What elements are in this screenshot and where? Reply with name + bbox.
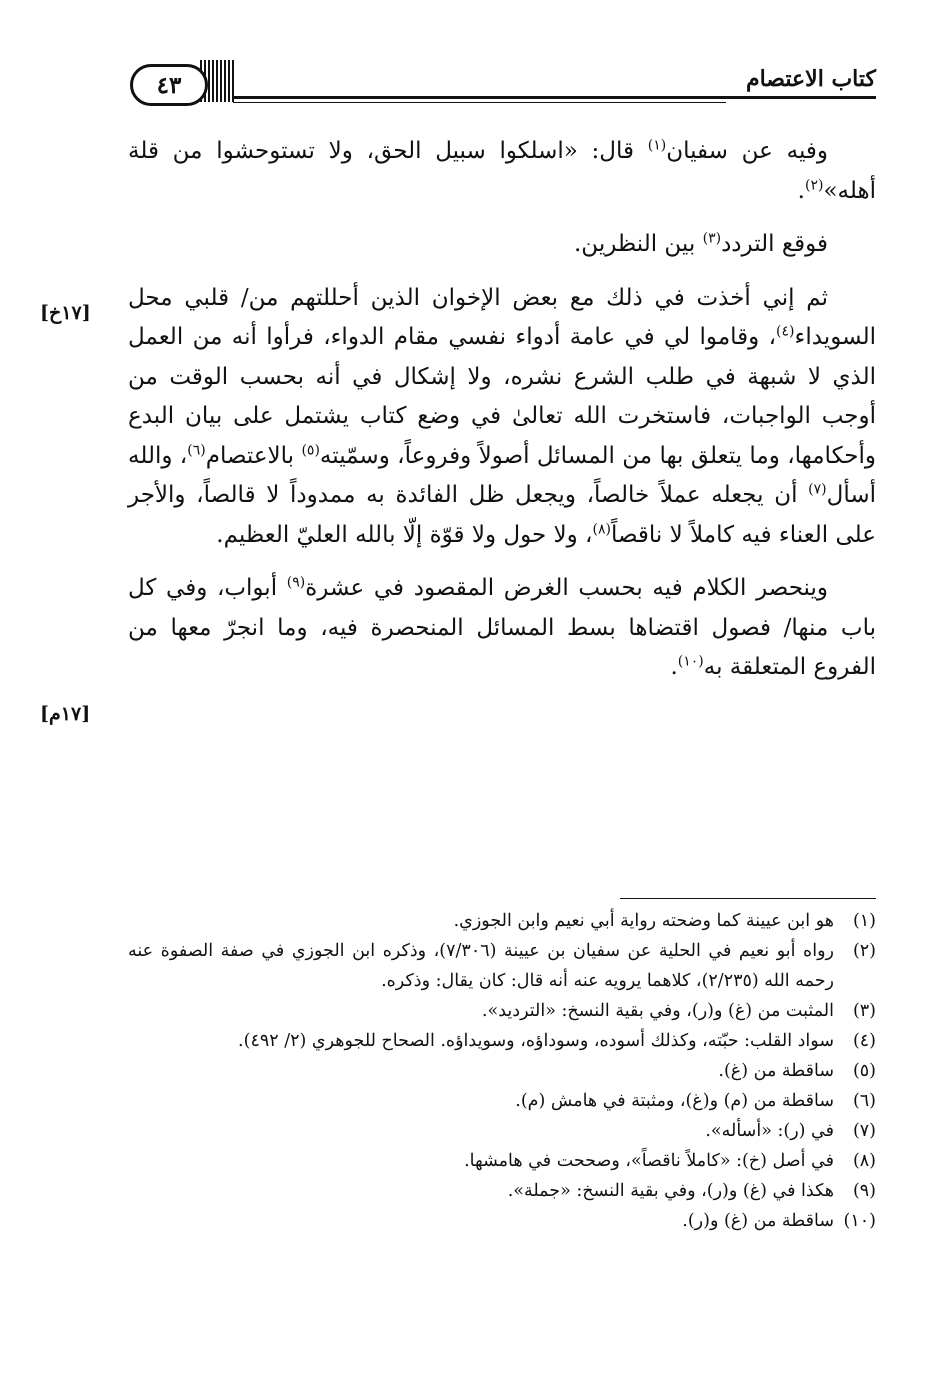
- footnote-text: في أصل (خ): «كاملاً ناقصاً»، وصححت في هامشها.: [464, 1151, 834, 1171]
- text-run: فوقع التردد: [721, 231, 828, 257]
- footnote-item: [128, 1176, 876, 1206]
- footnote-number: (٤): [852, 1031, 876, 1051]
- footnote-text: ساقطة من (م) و(غ)، ومثبتة في هامش (م).: [515, 1091, 834, 1111]
- text-run: أن يجعله عملاً خالصاً، ويجعل ظل الفائدة به ممدوداً لا قالصاً، والأجر على العناء فيه كاملاً لا ناقصاً: [128, 482, 876, 548]
- footnote-number: (٧): [852, 1121, 876, 1141]
- footnote-item: [128, 906, 876, 936]
- margin-note-manuscript-m: [١٧م]: [40, 703, 91, 725]
- footnote-text: هكذا في (غ) و(ر)، وفي بقية النسخ: «جملة».: [507, 1181, 834, 1201]
- footnote-item: [128, 1206, 876, 1236]
- footnote-item: [128, 1146, 876, 1176]
- footnote-number: (٣): [852, 1001, 876, 1021]
- footnote-text: ساقطة من (غ) و(ر).: [682, 1211, 834, 1231]
- text-run: وفيه عن سفيان: [666, 138, 828, 164]
- footnote-item: [128, 1116, 876, 1146]
- footnote-number: (٨): [852, 1151, 876, 1171]
- footnote-item: [128, 996, 876, 1026]
- footnote-number: (٥): [852, 1061, 876, 1081]
- footnote-ref[interactable]: (٨): [592, 520, 611, 537]
- text-run: قال: «اسلكوا سبيل الحق، ولا تستوحشوا من قلة أهله»: [128, 138, 876, 204]
- footnote-ref[interactable]: (٣): [702, 230, 722, 247]
- page-header: [128, 58, 876, 108]
- header-rule: [233, 96, 876, 99]
- footnote-ref[interactable]: (٢): [804, 176, 824, 193]
- footnote-text: المثبت من (غ) و(ر)، وفي بقية النسخ: «الترديد».: [481, 1001, 834, 1021]
- paragraph-3: [128, 279, 876, 556]
- footnote-item: [128, 1026, 876, 1056]
- footnote-item: [128, 936, 876, 996]
- main-text: [128, 132, 876, 688]
- text-run: .: [670, 654, 678, 680]
- footnote-text: سواد القلب: حبّته، وكذلك أسوده، وسوداؤه، وسويداؤه. الصحاح للجوهري (٢/ ٤٩٢).: [238, 1031, 834, 1051]
- paragraph-2: [128, 225, 876, 265]
- footnote-number: (١): [852, 911, 876, 931]
- text-run: بين النظرين.: [574, 231, 703, 257]
- text-run: .: [797, 177, 805, 204]
- text-run: ، والله أسأل: [128, 442, 876, 508]
- text-run: بالاعتصام: [205, 442, 302, 469]
- footnote-number: (٦): [852, 1091, 876, 1111]
- footnote-ref[interactable]: (٥): [301, 441, 320, 458]
- running-title: كتاب الاعتصام: [738, 66, 876, 92]
- footnote-number: (٢): [852, 941, 876, 961]
- footnotes: [128, 906, 876, 1236]
- margin-note-manuscript-kh: [١٧خ]: [40, 302, 91, 324]
- footnote-item: [128, 1086, 876, 1116]
- paragraph-1: [128, 132, 876, 211]
- footnote-ref[interactable]: (٧): [808, 481, 827, 498]
- text-run: ، وقاموا لي في عامة أدواء نفسي مقام الدواء، فرأوا أنه من العمل الذي لا شبهة في طلب الشرع نشره، ولا إشكال في أنه بحسب الوقت من أوجب الواجبات، فاستخرت الله تعالىٰ في وضع كتاب يشتمل على بيان البدع وأحكامها، وما يتعلق بها من المسائل أصولاً وفروعاً، وسمّيته: [128, 324, 876, 469]
- footnote-separator: [620, 898, 876, 899]
- footnote-ref[interactable]: (١٠): [677, 653, 704, 670]
- page-number: ٤٣: [130, 64, 208, 106]
- paragraph-4: [128, 569, 876, 688]
- text-run: ثم إني أخذت في ذلك مع بعض الإخوان الذين أحللتهم من/ قلبي محل السويداء: [128, 284, 876, 350]
- footnote-number: (١٠): [843, 1211, 876, 1231]
- text-run: ، ولا حول ولا قوّة إلّا بالله العليّ العظيم.: [216, 521, 593, 548]
- footnote-text: رواه أبو نعيم في الحلية عن سفيان بن عيينة (٧/٣٠٦)، وذكره ابن الجوزي في صفة الصفوة عنه رحمه الله (٢/٢٣٥)، كلاهما يرويه عنه أنه قال: كان يقال: وذكره.: [128, 941, 834, 991]
- footnote-ref[interactable]: (٦): [187, 441, 206, 458]
- footnote-number: (٩): [852, 1181, 876, 1201]
- footnote-ref[interactable]: (١): [647, 137, 667, 154]
- text-run: أبواب، وفي كل باب منها/ فصول اقتضاها بسط المسائل المنحصرة فيه، وما انجرّ معها من الفروع المتعلقة به: [128, 575, 876, 680]
- footnote-text: ساقطة من (غ).: [718, 1061, 834, 1081]
- header-rule-thin: [233, 102, 726, 103]
- footnote-ref[interactable]: (٤): [776, 323, 795, 340]
- footnote-item: [128, 1056, 876, 1086]
- text-run: وينحصر الكلام فيه بحسب الغرض المقصود في عشرة: [305, 575, 828, 601]
- footnote-ref[interactable]: (٩): [286, 574, 306, 591]
- footnote-text: في (ر): «أسأله».: [705, 1121, 834, 1141]
- footnote-text: هو ابن عيينة كما وضحته رواية أبي نعيم وابن الجوزي.: [453, 911, 834, 931]
